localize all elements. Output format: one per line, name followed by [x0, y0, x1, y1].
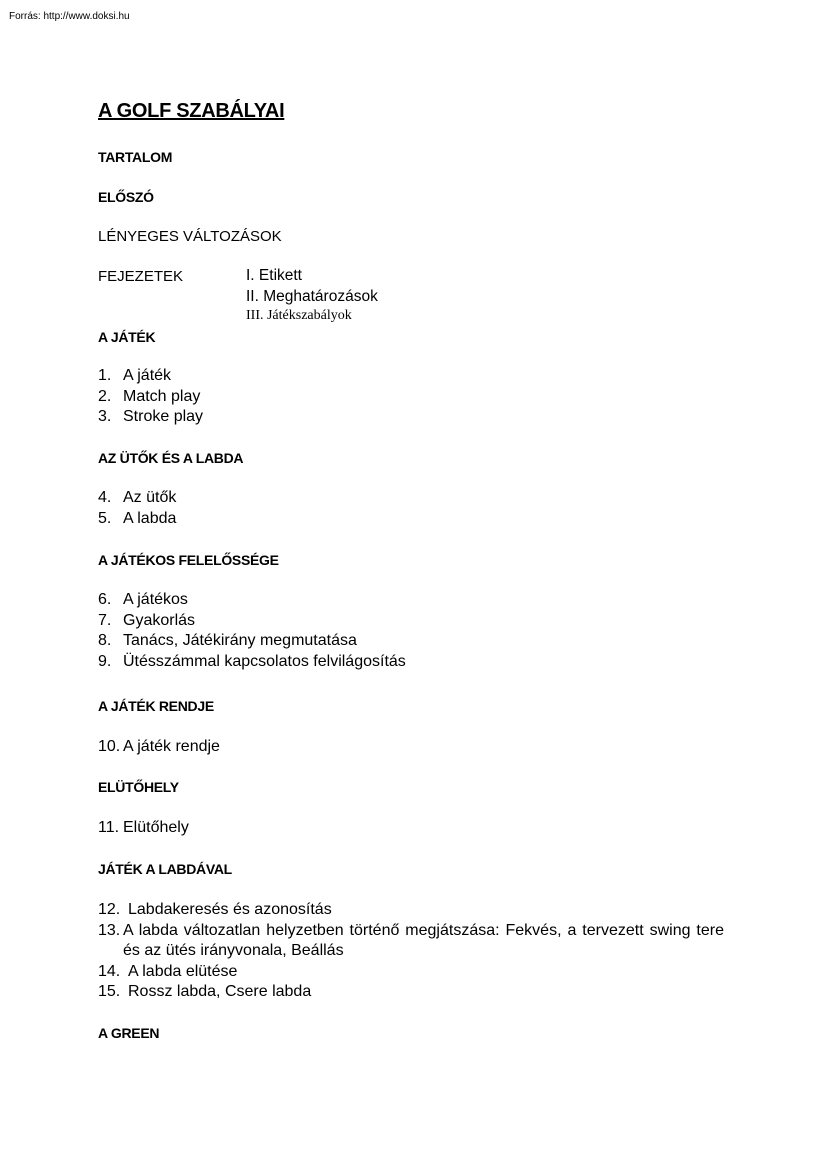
item-text: Gyakorlás: [123, 611, 196, 629]
item-number: 1.: [98, 367, 112, 384]
item-number: 12.: [98, 901, 121, 918]
document-title: A GOLF SZABÁLYAI: [98, 100, 285, 122]
section-list-order-of-play: [98, 737, 220, 758]
section-list-clubs-ball: [98, 488, 176, 529]
section-heading-order-of-play: A JÁTÉK RENDJE: [98, 698, 214, 714]
item-number: 2.: [98, 387, 112, 405]
item-text: Tanács, Játékirány megmutatása: [123, 632, 357, 649]
toc-contents-heading: TARTALOM: [98, 149, 173, 165]
list-item: [98, 962, 724, 983]
list-item: [98, 652, 406, 673]
item-text: Ütésszámmal kapcsolatos felvilágosítás: [123, 652, 406, 670]
item-number: 9.: [98, 652, 112, 670]
section-heading-teeing-ground: ELÜTŐHELY: [98, 779, 179, 795]
item-text: A játék rendje: [123, 738, 220, 755]
item-text: Rossz labda, Csere labda: [128, 983, 312, 1000]
list-item: [98, 488, 176, 509]
item-number: 13.: [98, 921, 121, 939]
source-note: Forrás: http://www.doksi.hu: [9, 11, 130, 22]
item-number: 5.: [98, 509, 112, 527]
section-list-teeing-ground: [98, 818, 189, 839]
section-heading-green: A GREEN: [98, 1025, 160, 1041]
list-item: [98, 818, 189, 839]
item-text: Elütőhely: [123, 819, 189, 836]
chapter-rules: III. Játékszabályok: [246, 308, 352, 323]
section-heading-player-responsibility: A JÁTÉKOS FELELŐSSÉGE: [98, 552, 279, 568]
list-item: [98, 631, 406, 652]
list-item: [98, 737, 220, 758]
item-text: A labda változatlan helyzetben történő megjátszása: Fekvés, a tervezett swing tere és az ütés irányvonala, Beállás: [123, 921, 724, 959]
list-item: [98, 387, 203, 408]
item-number: 15.: [98, 983, 121, 1000]
list-item: [98, 921, 724, 962]
item-number: 11.: [98, 819, 120, 836]
list-item: [98, 900, 724, 921]
toc-chapters-label: FEJEZETEK: [98, 268, 184, 285]
section-heading-clubs-ball: AZ ÜTŐK ÉS A LABDA: [98, 450, 244, 466]
item-number: 3.: [98, 408, 112, 425]
list-item: [98, 611, 406, 632]
list-item: [98, 407, 203, 428]
section-list-player-responsibility: [98, 590, 406, 672]
item-text: A játék: [123, 367, 172, 384]
toc-foreword-heading: ELŐSZÓ: [98, 189, 154, 205]
chapter-definitions: II. Meghatározások: [246, 288, 378, 305]
item-text: A játékos: [123, 591, 188, 608]
item-number: 10.: [98, 738, 121, 755]
item-number: 8.: [98, 632, 112, 649]
item-text: Labdakeresés és azonosítás: [128, 901, 332, 918]
chapter-etiquette: I. Etikett: [246, 267, 302, 284]
section-heading-game: A JÁTÉK: [98, 329, 156, 345]
list-item: [98, 509, 176, 530]
item-number: 7.: [98, 611, 112, 629]
item-number: 14.: [98, 962, 121, 980]
item-text: Stroke play: [123, 408, 204, 425]
item-text: A labda: [123, 509, 177, 527]
section-heading-playing-the-ball: JÁTÉK A LABDÁVAL: [98, 861, 232, 877]
item-text: Match play: [123, 387, 201, 405]
list-item: [98, 982, 724, 1003]
list-item: [98, 590, 406, 611]
list-item: [98, 366, 203, 387]
item-number: 4.: [98, 489, 112, 506]
item-number: 6.: [98, 591, 112, 608]
section-list-game: [98, 366, 203, 428]
toc-changes-heading: LÉNYEGES VÁLTOZÁSOK: [98, 228, 282, 245]
item-text: A labda elütése: [128, 962, 238, 980]
section-list-playing-the-ball: [98, 900, 724, 1003]
item-text: Az ütők: [123, 489, 177, 506]
